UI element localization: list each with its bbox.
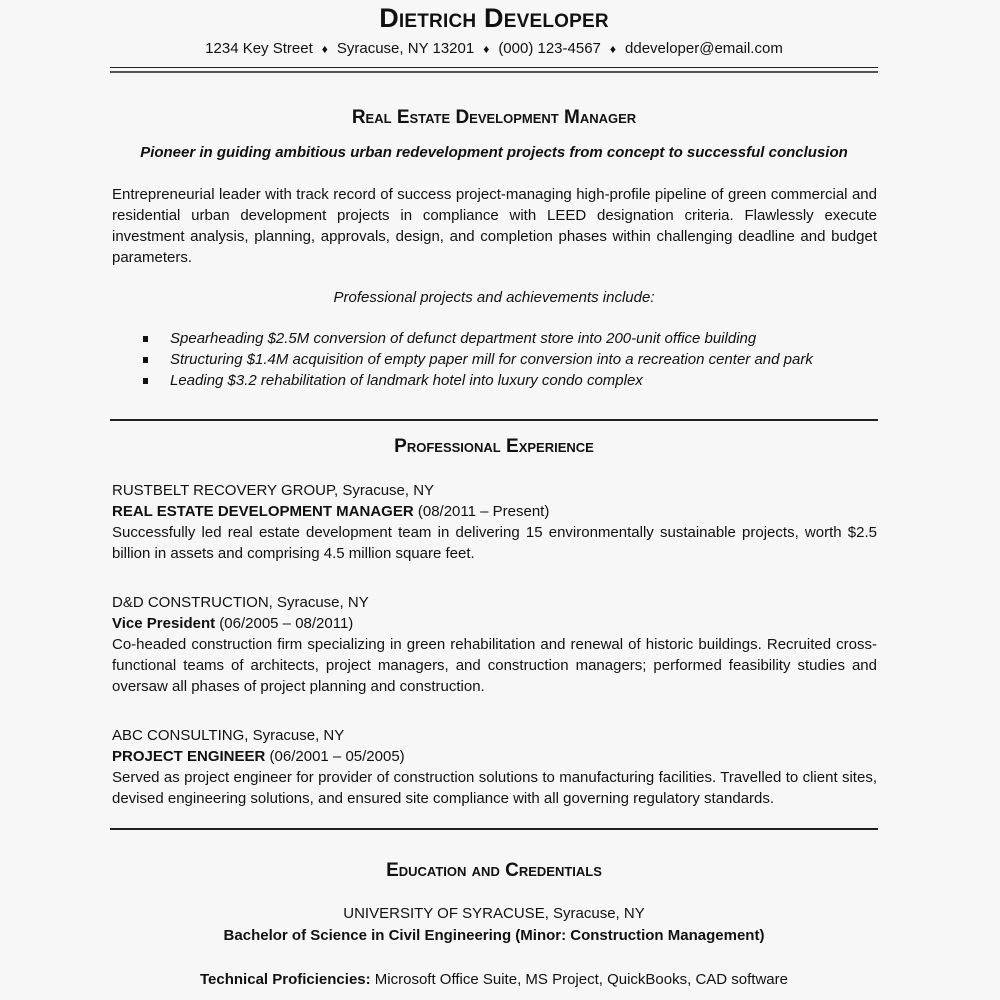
education-entry <box>110 903 878 947</box>
tech-label: Technical Proficiencies: <box>200 971 371 988</box>
job-entry <box>112 725 877 809</box>
job-dates: (06/2005 – 08/2011) <box>219 615 354 632</box>
contact-street: 1234 Key Street <box>205 40 313 57</box>
tech-value: Microsoft Office Suite, MS Project, QuickBooks, CAD software <box>370 971 788 988</box>
contact-email[interactable]: ddeveloper@email.com <box>625 40 783 57</box>
job-entry <box>112 480 877 564</box>
job-description: Co-headed construction firm specializing in green rehabilitation and renewal of historic buildings. Recruited cross-functional teams of architects, project managers, and construction managers; performed feasibility studies and oversaw all phases of project planning and construction. <box>112 636 877 695</box>
square-bullet-icon <box>143 336 148 342</box>
experience-heading: Professional Experience <box>394 436 594 457</box>
job-company: RUSTBELT RECOVERY GROUP, Syracuse, NY <box>112 482 435 499</box>
job-description: Successfully led real estate development team in delivering 15 environmentally sustainable projects, worth $2.5 billion in assets and comprising 4.5 million square feet. <box>112 524 877 562</box>
job-title-line <box>112 746 877 767</box>
square-bullet-icon <box>143 378 148 384</box>
square-bullet-icon <box>143 357 148 363</box>
education-degree: Bachelor of Science in Civil Engineering (Minor: Construction Management) <box>223 927 765 944</box>
education-heading: Education and Credentials <box>386 860 602 881</box>
job-title-line <box>112 501 877 522</box>
technical-proficiencies <box>110 970 878 990</box>
section-divider <box>110 828 878 830</box>
job-dates: (08/2011 – Present) <box>417 503 550 520</box>
education-school: UNIVERSITY OF SYRACUSE, Syracuse, NY <box>343 905 645 922</box>
contact-phone: (000) 123-4567 <box>498 40 601 57</box>
job-company: ABC CONSULTING, Syracuse, NY <box>112 727 345 744</box>
job-title-line <box>112 613 877 634</box>
job-role: REAL ESTATE DEVELOPMENT MANAGER <box>112 503 414 520</box>
candidate-name: Dietrich Developer <box>379 3 609 33</box>
summary-paragraph: Entrepreneurial leader with track record of success project-managing high-profile pipeline of green commercial and residential urban development projects in compliance with LEED designation criteria. Flawlessly execute investment analysis, planning, approvals, design, and completion phases within challenging deadline and budget parameters. <box>112 186 877 266</box>
achievement-item: Structuring $1.4M acquisition of empty paper mill for conversion into a recreation center and park <box>140 349 880 370</box>
job-entry <box>112 592 877 697</box>
job-description: Served as project engineer for provider of construction solutions to manufacturing facilities. Travelled to client sites, devised engineering solutions, and ensured site compliance with all governing regulatory standards. <box>112 769 877 807</box>
summary-title: Real Estate Development Manager <box>351 107 637 128</box>
achievement-item: Spearheading $2.5M conversion of defunct department store into 200-unit office building <box>140 328 880 349</box>
diamond-separator-icon: ♦ <box>609 42 617 56</box>
job-role: PROJECT ENGINEER <box>112 748 266 765</box>
achievement-item: Leading $3.2 rehabilitation of landmark hotel into luxury condo complex <box>140 370 880 391</box>
contact-line <box>110 39 878 59</box>
job-company: D&D CONSTRUCTION, Syracuse, NY <box>112 594 369 611</box>
header-divider <box>110 67 878 73</box>
diamond-separator-icon: ♦ <box>483 42 490 56</box>
achievements-list <box>140 328 880 391</box>
contact-city: Syracuse, NY 13201 <box>336 40 475 57</box>
section-divider <box>110 419 878 421</box>
diamond-separator-icon: ♦ <box>321 42 328 56</box>
achievements-intro: Professional projects and achievements include: <box>333 289 655 306</box>
summary-tagline: Pioneer in guiding ambitious urban redevelopment projects from concept to successful conclusion <box>140 144 848 161</box>
job-role: Vice President <box>112 615 216 632</box>
job-dates: (06/2001 – 05/2005) <box>269 748 405 765</box>
